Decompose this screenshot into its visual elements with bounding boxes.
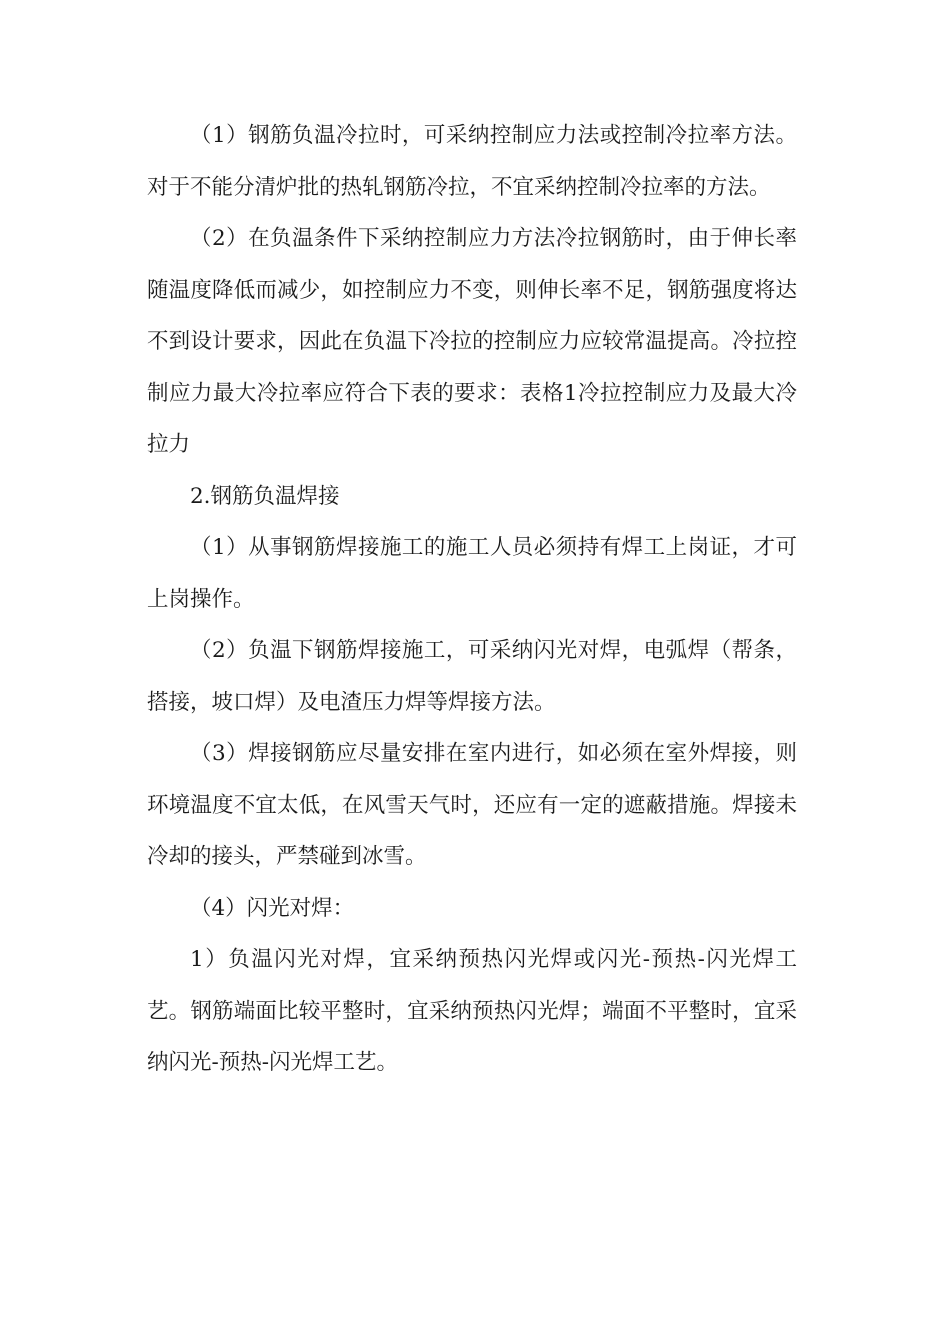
paragraph-7: 1）负温闪光对焊，宜采纳预热闪光焊或闪光-预热-闪光焊工艺。钢筋端面比较平整时，宜采纳预热闪光焊；端面不平整时，宜采纳闪光-预热-闪光焊工艺。 (147, 947, 797, 1075)
paragraph-6: （4）闪光对焊： (190, 895, 355, 921)
paragraph-4: （2）负温下钢筋焊接施工，可采纳闪光对焊，电弧焊（帮条，搭接，坡口焊）及电渣压力焊等焊接方法。 (147, 638, 797, 715)
paragraph-5: （3）焊接钢筋应尽量安排在室内进行，如必须在室外焊接，则环境温度不宜太低，在风雪天气时，还应有一定的遮蔽措施。焊接未冷却的接头，严禁碰到冰雪。 (147, 741, 797, 869)
paragraph-2: （2）在负温条件下采纳控制应力方法冷拉钢筋时，由于伸长率随温度降低而减少，如控制应力不变，则伸长率不足，钢筋强度将达不到设计要求，因此在负温下冷拉的控制应力应较常温提高。冷拉控制应力最大冷拉率应符合下表的要求：表格1冷拉控制应力及最大冷拉力 (147, 226, 797, 457)
document-body (147, 110, 797, 1089)
section-heading: 2.钢筋负温焊接 (190, 483, 340, 509)
paragraph-3: （1）从事钢筋焊接施工的施工人员必须持有焊工上岗证，才可上岗操作。 (147, 535, 797, 612)
paragraph-1: （1）钢筋负温冷拉时，可采纳控制应力法或控制冷拉率方法。对于不能分清炉批的热轧钢筋冷拉，不宜采纳控制冷拉率的方法。 (147, 123, 797, 200)
